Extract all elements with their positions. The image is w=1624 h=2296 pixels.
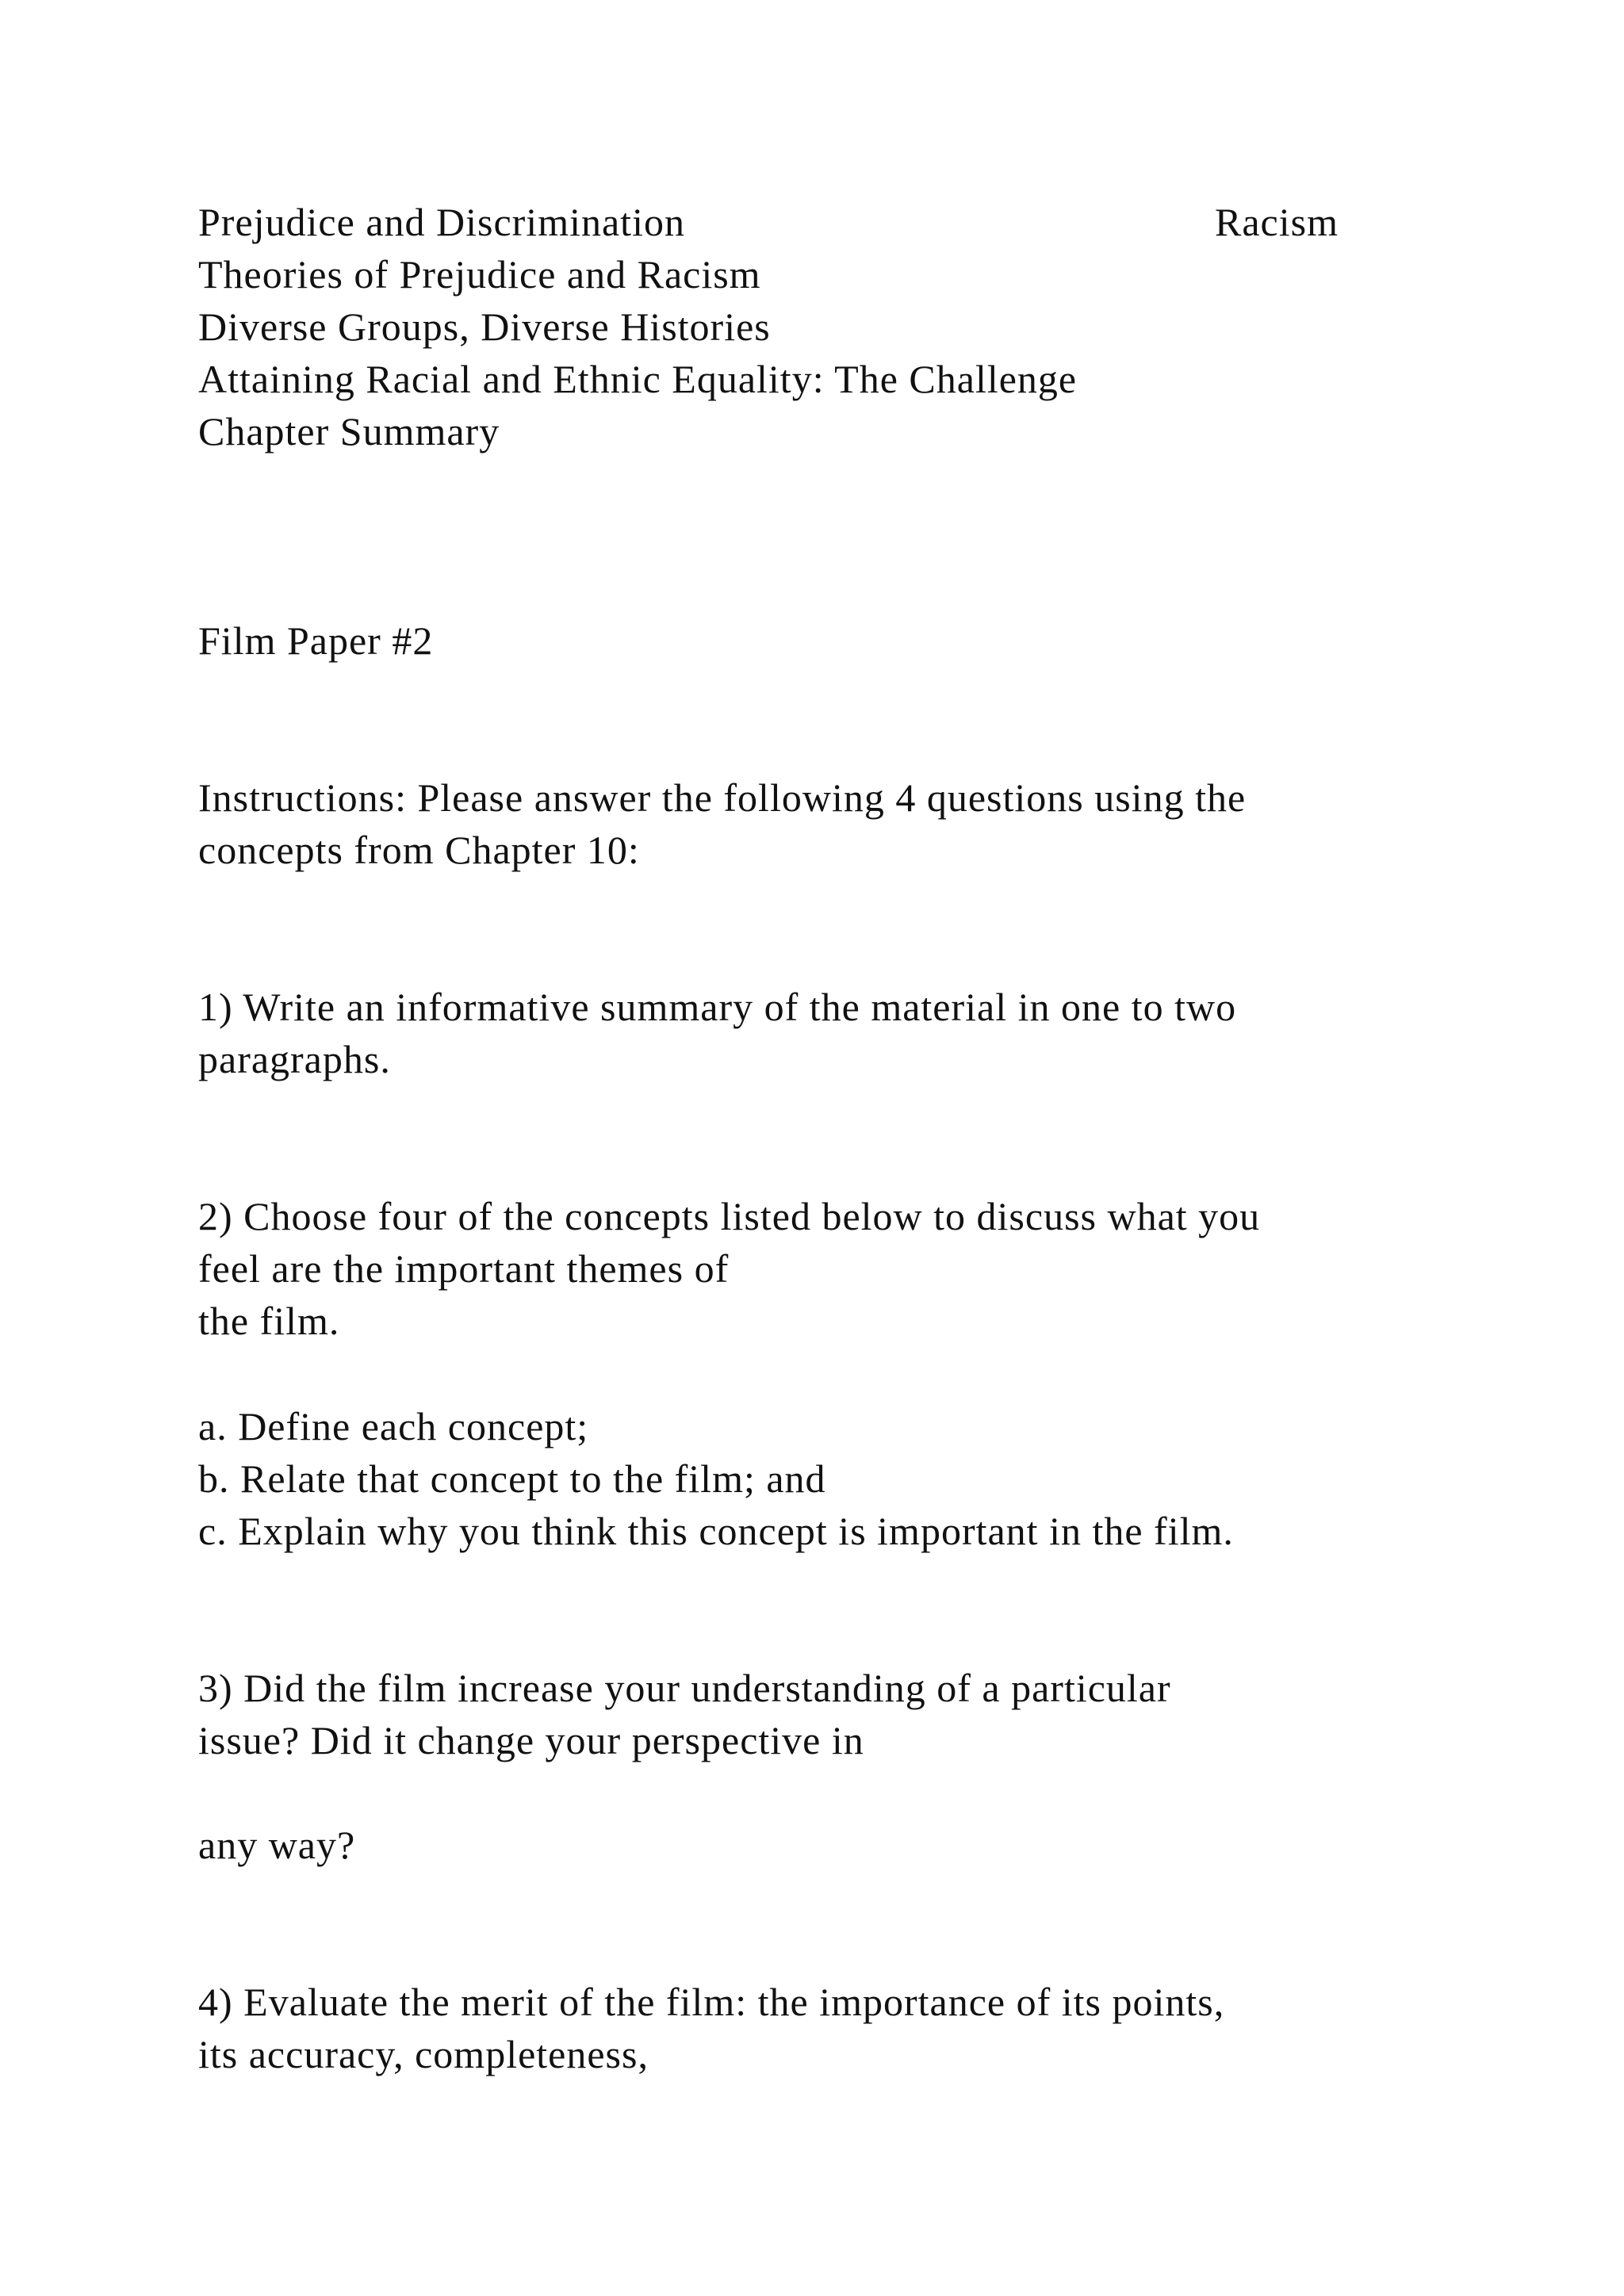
toc-item-racism: Racism bbox=[1215, 200, 1339, 244]
question-3-line-1: 3) Did the film increase your understanding of a particular bbox=[198, 1666, 1171, 1710]
toc-item-prejudice: Prejudice and Discrimination bbox=[198, 200, 685, 244]
question-2-item-c: c. Explain why you think this concept is important in the film. bbox=[198, 1509, 1234, 1553]
question-2-line-3: the film. bbox=[198, 1299, 340, 1343]
question-2-item-b: b. Relate that concept to the film; and bbox=[198, 1456, 826, 1501]
question-1-line-1: 1) Write an informative summary of the material in one to two bbox=[198, 985, 1237, 1029]
question-3-line-2: issue? Did it change your perspective in bbox=[198, 1718, 864, 1762]
question-2-line-2: feel are the important themes of bbox=[198, 1246, 730, 1291]
toc-item-theories: Theories of Prejudice and Racism bbox=[198, 252, 761, 297]
question-4-line-2: its accuracy, completeness, bbox=[198, 2032, 649, 2076]
question-4-line-1: 4) Evaluate the merit of the film: the importance of its points, bbox=[198, 1980, 1225, 2024]
toc-item-attaining-equality: Attaining Racial and Ethnic Equality: The Challenge bbox=[198, 357, 1078, 401]
toc-item-diverse-groups: Diverse Groups, Diverse Histories bbox=[198, 304, 771, 349]
question-1-line-2: paragraphs. bbox=[198, 1037, 391, 1081]
question-2-item-a: a. Define each concept; bbox=[198, 1404, 589, 1448]
toc-item-chapter-summary: Chapter Summary bbox=[198, 409, 500, 453]
instructions-line-2: concepts from Chapter 10: bbox=[198, 828, 640, 872]
assignment-title: Film Paper #2 bbox=[198, 618, 434, 663]
question-3-line-3: any way? bbox=[198, 1823, 356, 1867]
instructions-line-1: Instructions: Please answer the following 4 questions using the bbox=[198, 775, 1247, 820]
question-2-line-1: 2) Choose four of the concepts listed below to discuss what you bbox=[198, 1194, 1261, 1238]
